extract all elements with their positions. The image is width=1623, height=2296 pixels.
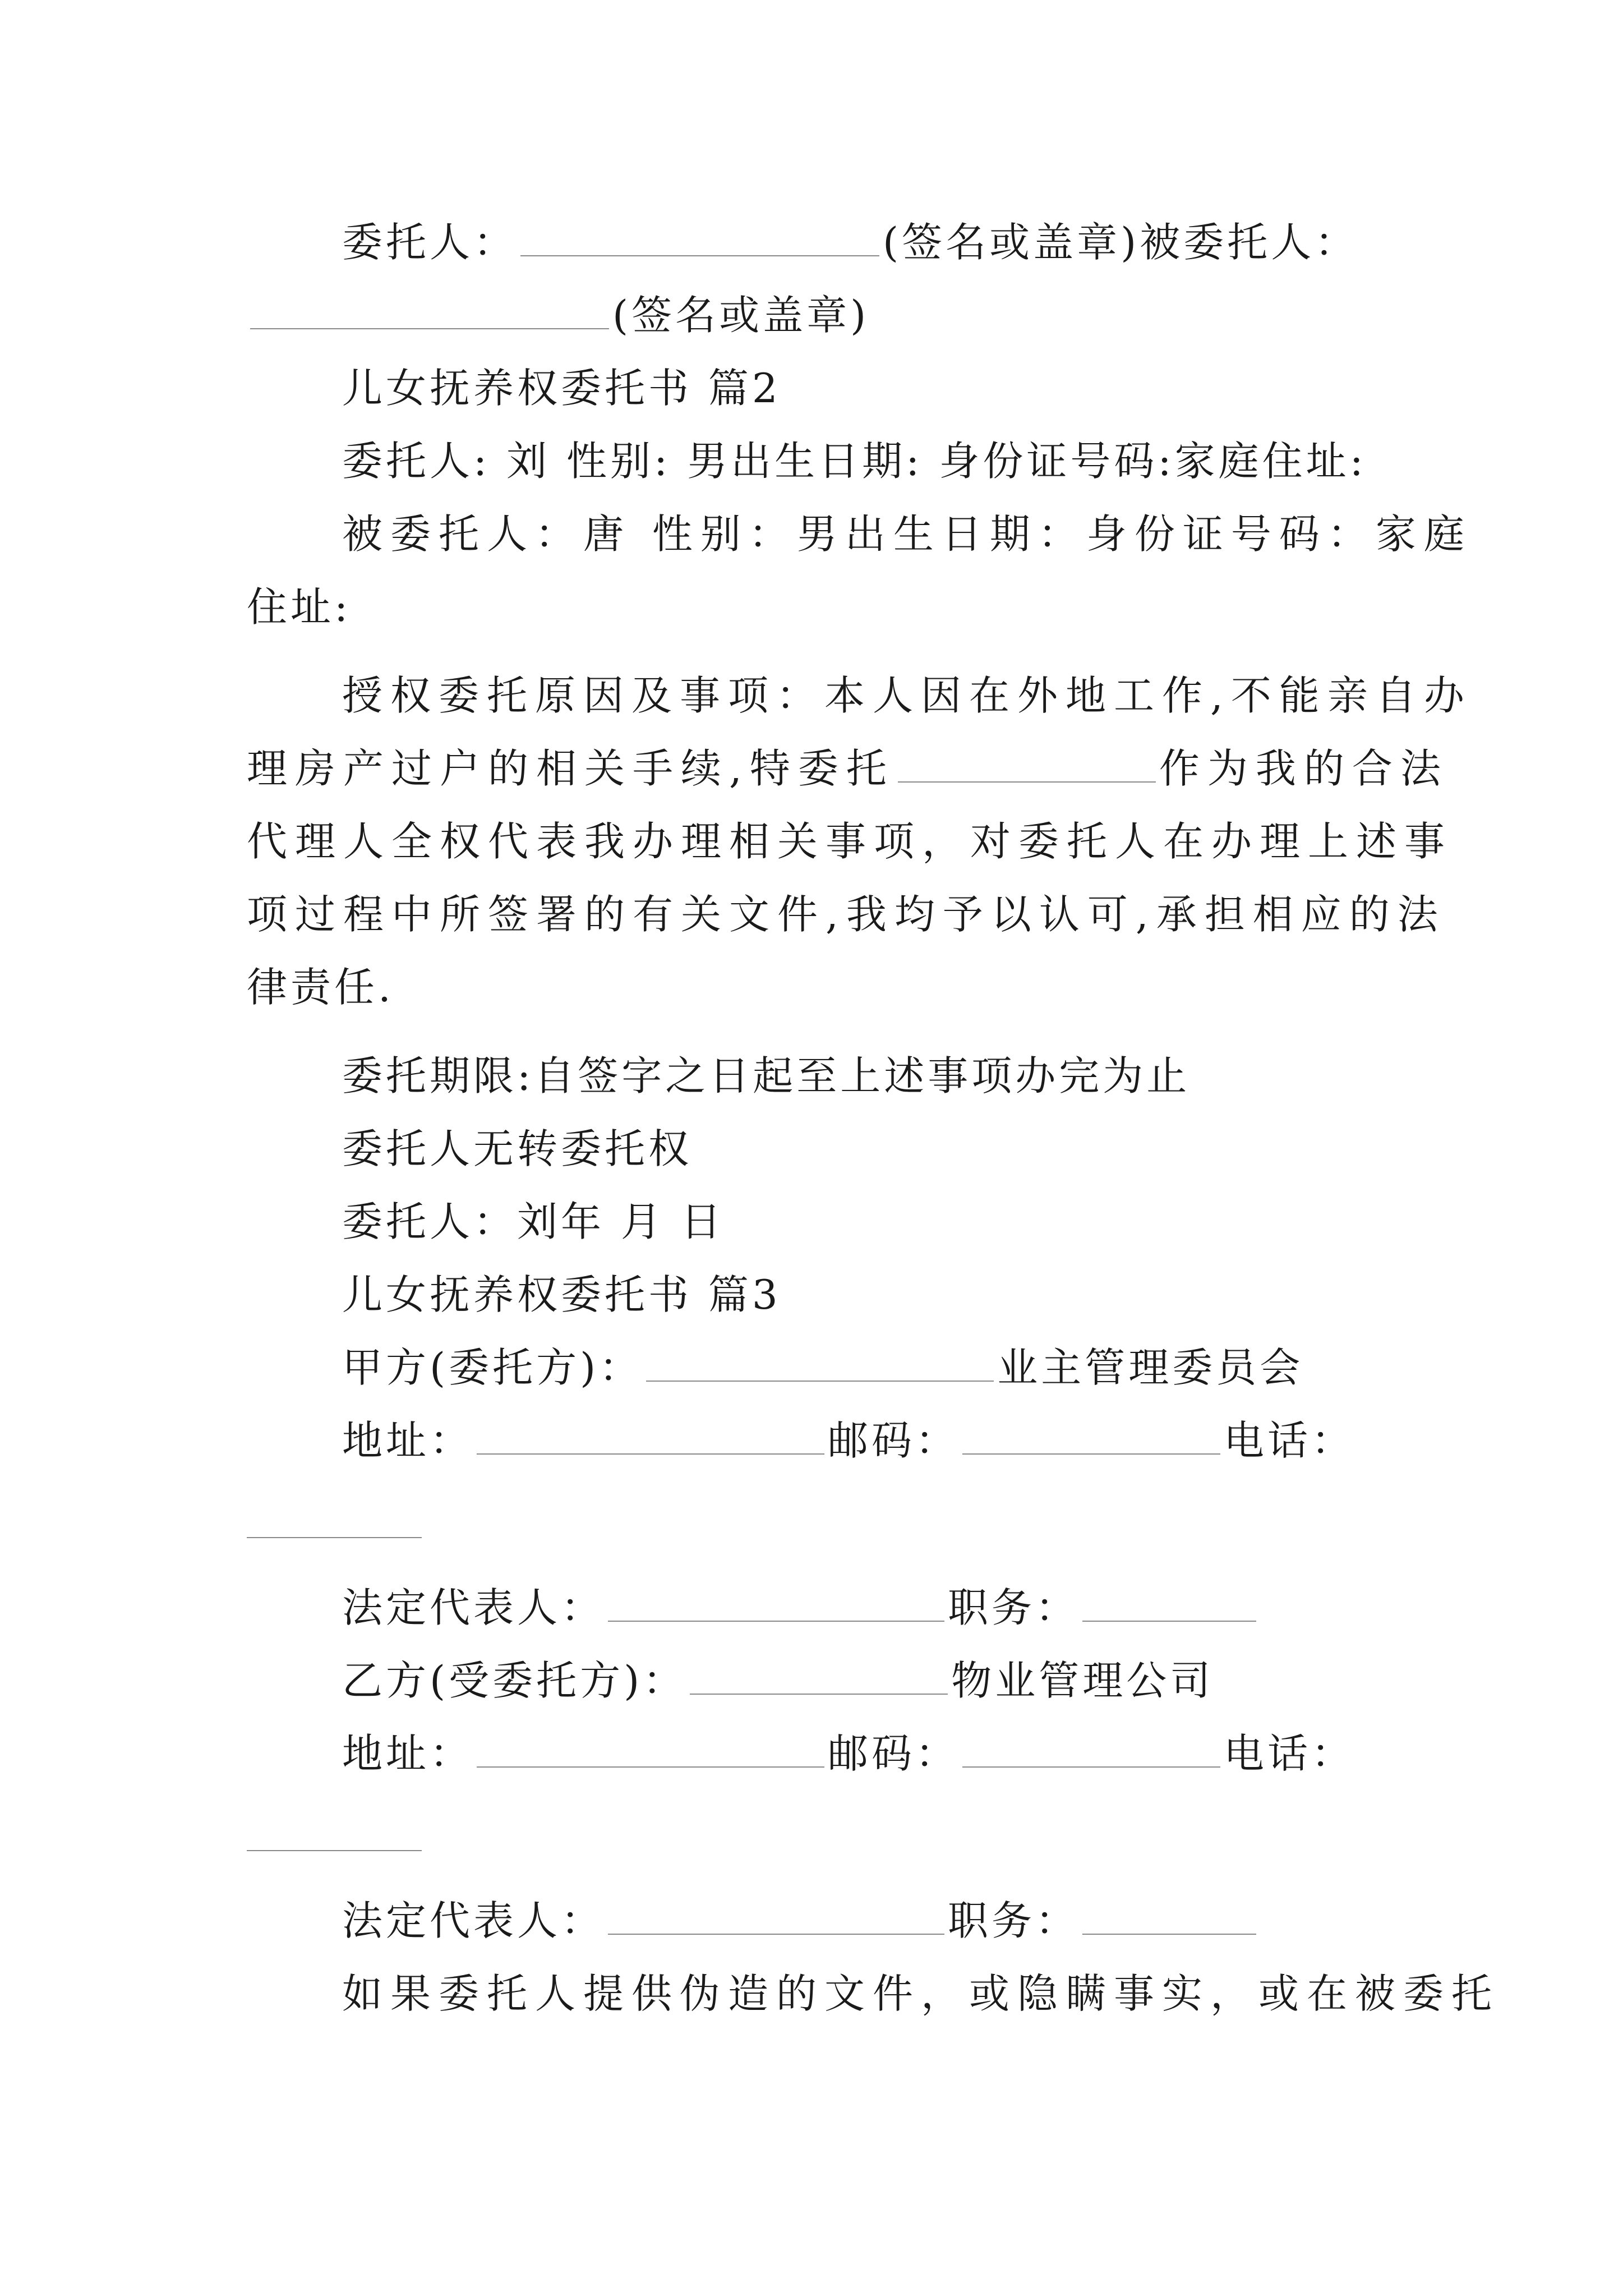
party-b-representative-line [342,1893,1486,1949]
party-b-address-blank [477,1729,824,1768]
party-b-rep-label: 法定代表人： [342,1897,605,1944]
no-sub-delegation: 委托人无转委托权 [342,1125,693,1172]
section-heading-3: 儿女抚养权委托书 篇3 [342,1271,781,1318]
party-a-address-blank [477,1416,824,1455]
party-a-postcode-blank [962,1416,1220,1455]
party-a-label: 甲方(委托方)： [342,1344,643,1391]
party-b-postcode-label: 邮码： [828,1730,960,1777]
agent-signature-blank [250,291,609,329]
signature-note-and-agent-label: (签名或盖章)被委托人： [883,219,1359,266]
signature-line-agent [247,287,1391,343]
party-a-blank [646,1343,994,1382]
party-b-address-label: 地址： [342,1730,474,1777]
principal-info: 委托人: 刘 性别: 男出生日期: 身份证号码:家庭住址: [342,438,1367,485]
party-a-suffix: 业主管理委员会 [997,1344,1304,1391]
party-b-blank [690,1657,948,1695]
authorization-para-2 [247,740,1449,797]
principal-signature-blank [520,218,879,256]
party-b-line [342,1653,1486,1709]
agent-signature-note: (签名或盖章) [612,292,870,339]
authorization-para-4: 项过程中所签署的有关文件,我均予以认可,承担相应的法 [247,891,1446,938]
party-a-title-blank [1082,1584,1256,1622]
party-b-rep-blank [608,1897,944,1935]
authorization-text-b: 作为我的合法 [1159,745,1449,792]
authorization-para-5: 律责任. [247,964,394,1011]
party-a-representative-line [342,1580,1486,1636]
agent-info: 被委托人：唐 性别：男出生日期：身份证号码：家庭 [342,510,1472,558]
authorization-para-3: 代理人全权代表我办理相关事项，对委托人在办理上述事 [247,818,1453,865]
party-a-rep-blank [608,1584,944,1622]
party-a-rep-label: 法定代表人： [342,1584,605,1631]
party-a-title-label: 职务： [948,1584,1080,1631]
principal-date-line: 委托人：刘年 月 日 [342,1198,725,1245]
party-a-address-label: 地址： [342,1417,474,1464]
agent-info-cont: 住址: [247,583,352,631]
party-b-suffix: 物业管理公司 [951,1657,1214,1704]
party-a-postcode-label: 邮码： [828,1417,960,1464]
entrust-period: 委托期限:自签字之日起至上述事项办完为止 [342,1052,1191,1099]
authorization-para-1: 授权委托原因及事项：本人因在外地工作,不能亲自办 [342,672,1472,719]
party-b-phone-blank [247,1850,422,1851]
party-a-address-line [342,1412,1486,1469]
party-a-phone-label: 电话： [1224,1417,1355,1464]
party-b-title-label: 职务： [948,1897,1080,1944]
signature-line-principal [342,214,1486,270]
party-a-line [342,1340,1486,1396]
closing-paragraph: 如果委托人提供伪造的文件，或隐瞒事实，或在被委托 [342,1970,1500,2017]
section-heading-2: 儿女抚养权委托书 篇2 [342,365,781,412]
party-b-phone-label: 电话： [1224,1730,1355,1777]
principal-label: 委托人： [342,219,518,266]
party-b-address-line [342,1726,1486,1782]
authorization-text-a: 理房产过户的相关手续,特委托 [247,745,895,792]
party-a-phone-blank [247,1537,422,1538]
party-b-postcode-blank [962,1729,1220,1768]
agent-name-blank [898,744,1156,783]
party-b-title-blank [1082,1897,1256,1935]
party-b-label: 乙方(受委托方)： [342,1657,687,1704]
